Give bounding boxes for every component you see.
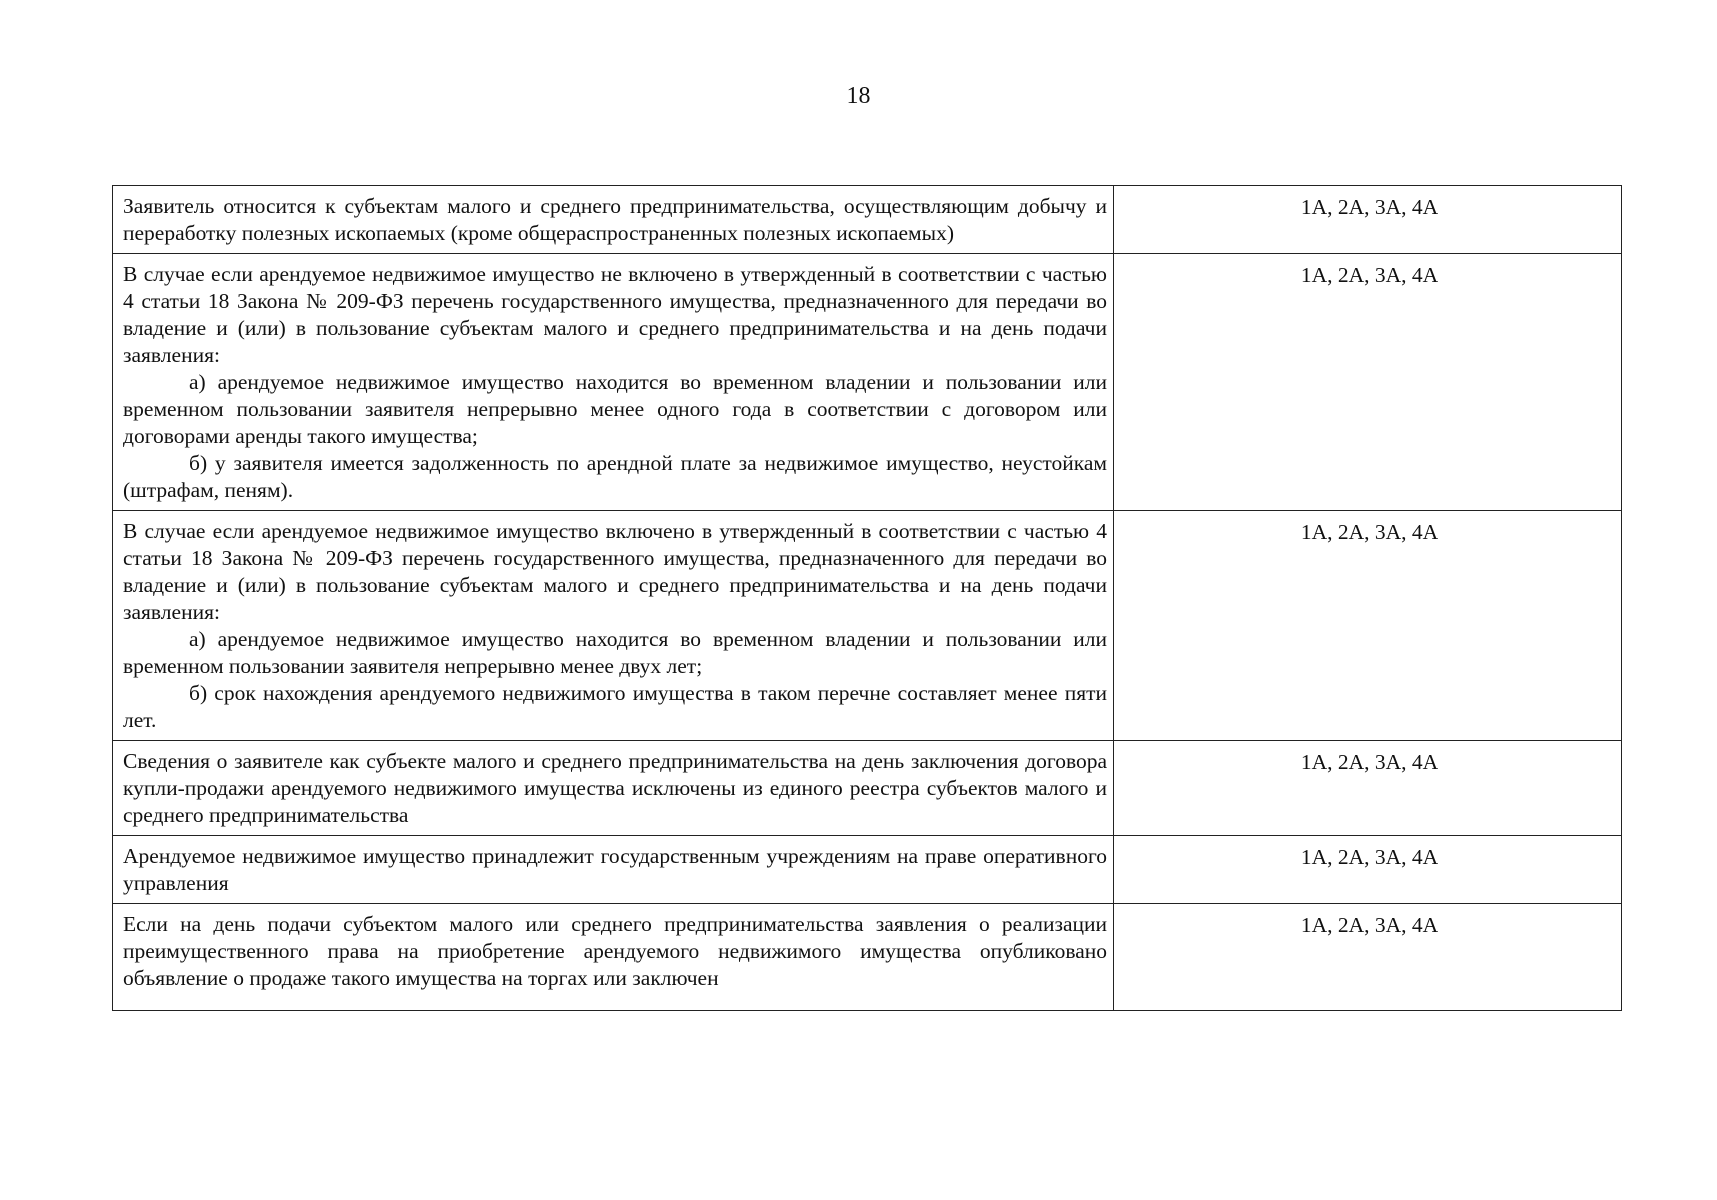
table-row [113, 254, 1622, 511]
table-row [113, 836, 1622, 904]
table-row [113, 186, 1622, 254]
code-cell: 1А, 2А, 3А, 4А [1114, 254, 1622, 511]
table-row [113, 904, 1622, 1011]
condition-text: Арендуемое недвижимое имущество принадлежит государственным учреждениям на праве оперативного управления [123, 844, 1107, 895]
condition-cell [113, 511, 1114, 741]
code-cell: 1А, 2А, 3А, 4А [1114, 836, 1622, 904]
condition-subitem-a: а) арендуемое недвижимое имущество находится во временном владении и пользовании или временном пользовании заявителя непрерывно менее одного года в соответствии с договором или договорами аренды такого имущества; [123, 370, 1107, 448]
page-number: 18 [846, 83, 871, 109]
table-row [113, 741, 1622, 836]
condition-text: В случае если арендуемое недвижимое имущество не включено в утвержденный в соответствии с частью 4 статьи 18 Закона № 209-ФЗ перечень государственного имущества, предназначенного для передачи во владение и (или) в пользование субъектам малого и среднего предпринимательства и на день подачи заявления: [123, 262, 1107, 367]
condition-subitem-b: б) срок нахождения арендуемого недвижимого имущества в таком перечне составляет менее пяти лет. [123, 681, 1107, 732]
code-cell: 1А, 2А, 3А, 4А [1114, 186, 1622, 254]
condition-cell [113, 904, 1114, 1011]
condition-subitem-b: б) у заявителя имеется задолженность по арендной плате за недвижимое имущество, неустойкам (штрафам, пеням). [123, 451, 1107, 502]
condition-text: В случае если арендуемое недвижимое имущество включено в утвержденный в соответствии с частью 4 статьи 18 Закона № 209-ФЗ перечень государственного имущества, предназначенного для передачи во владение и (или) в пользование субъектам малого и среднего предпринимательства и на день подачи заявления: [123, 519, 1107, 624]
code-cell: 1А, 2А, 3А, 4А [1114, 511, 1622, 741]
table-row [113, 511, 1622, 741]
condition-cell [113, 741, 1114, 836]
conditions-table [112, 185, 1622, 1011]
condition-text: Если на день подачи субъектом малого или среднего предпринимательства заявления о реализации преимущественного права на приобретение арендуемого недвижимого имущества опубликовано объявление о продаже такого имущества на торгах или заключен [123, 912, 1107, 990]
condition-cell [113, 254, 1114, 511]
code-cell: 1А, 2А, 3А, 4А [1114, 741, 1622, 836]
condition-cell [113, 186, 1114, 254]
condition-text: Сведения о заявителе как субъекте малого и среднего предпринимательства на день заключения договора купли-продажи арендуемого недвижимого имущества исключены из единого реестра субъектов малого и среднего предпринимательства [123, 749, 1107, 827]
condition-cell [113, 836, 1114, 904]
condition-text: Заявитель относится к субъектам малого и среднего предпринимательства, осуществляющим добычу и переработку полезных ископаемых (кроме общераспространенных полезных ископаемых) [123, 194, 1107, 245]
code-cell: 1А, 2А, 3А, 4А [1114, 904, 1622, 1011]
condition-subitem-a: а) арендуемое недвижимое имущество находится во временном владении и пользовании или временном пользовании заявителя непрерывно менее двух лет; [123, 627, 1107, 678]
